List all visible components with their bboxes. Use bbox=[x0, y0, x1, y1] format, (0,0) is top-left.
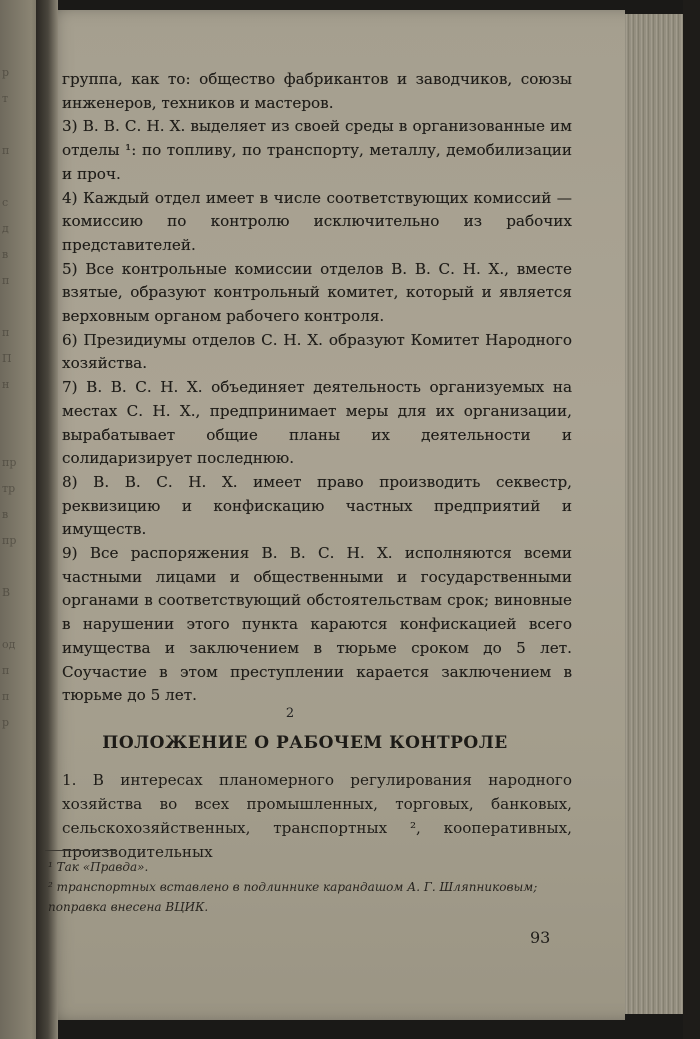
page-stack-edge bbox=[625, 14, 683, 1014]
section-title: ПОЛОЖЕНИЕ О РАБОЧЕМ КОНТРОЛЕ bbox=[102, 733, 508, 753]
page-number: 93 bbox=[530, 928, 551, 947]
paragraph-8: 8) В. В. С. Н. Х. имеет право производить секвестр, реквизицию и конфискацию частных предприятий и имуществ. bbox=[62, 472, 572, 539]
paragraph-7: 7) В. В. С. Н. Х. объединяет деятельность организуемых на местах С. Н. Х., предпринимает меры для их организации, вырабатывает общие планы их деятельности и солидаризирует последнюю. bbox=[62, 378, 572, 468]
footnote-2: ² транспортных вставлено в подлиннике карандашом А. Г. Шляпниковым; поправка внесена ВЦИК. bbox=[48, 880, 538, 914]
paragraph-9: 9) Все распоряжения В. В. С. Н. Х. исполняются всеми частными лицами и общественными и государственными органами в соответствующий обстоятельствам срок; виновные в нарушении этого пункта караются конфискацией всего имущества и заключением в тюрьме сроком до 5 лет. Соучастие в этом преступлении карается заключением в тюрьме до 5 лет. bbox=[62, 544, 572, 705]
paragraph-6: 6) Президиумы отделов С. Н. Х. образуют Комитет Народного хозяйства. bbox=[62, 330, 572, 373]
background-edge bbox=[683, 0, 700, 1039]
paragraph-3: 3) В. В. С. Н. Х. выделяет из своей среды в организованные им отделы ¹: по топливу, по транспорту, металлу, демобилизации и проч. bbox=[62, 117, 572, 183]
footnotes bbox=[48, 857, 558, 917]
footnote-divider bbox=[45, 850, 115, 851]
paragraph-5: 5) Все контрольные комиссии отделов В. В. С. Н. Х., вместе взятые, образуют контрольный комитет, который и является верховным органом рабочего контроля. bbox=[62, 259, 572, 326]
footnote-1: ¹ Так «Правда». bbox=[48, 860, 149, 874]
section-number: 2 bbox=[285, 706, 295, 721]
paragraph-4: 4) Каждый отдел имеет в числе соответствующих комиссий — комиссию по контролю исключительно из рабочих представителей. bbox=[62, 188, 572, 254]
section-first-paragraph: 1. В интересах планомерного регулирования народного хозяйства во всех промышленных, торговых, банковых, сельскохозяйственных, транспортных ², кооперативных, производительных bbox=[62, 771, 572, 861]
facing-page-text-fragments: р т п с д в п п П н пр тр в пр В од п п р bbox=[2, 66, 17, 729]
paragraph-1: группа, как то: общество фабрикантов и заводчиков, союзы инженеров, техников и мастеров. bbox=[62, 70, 572, 112]
main-text bbox=[62, 68, 572, 708]
